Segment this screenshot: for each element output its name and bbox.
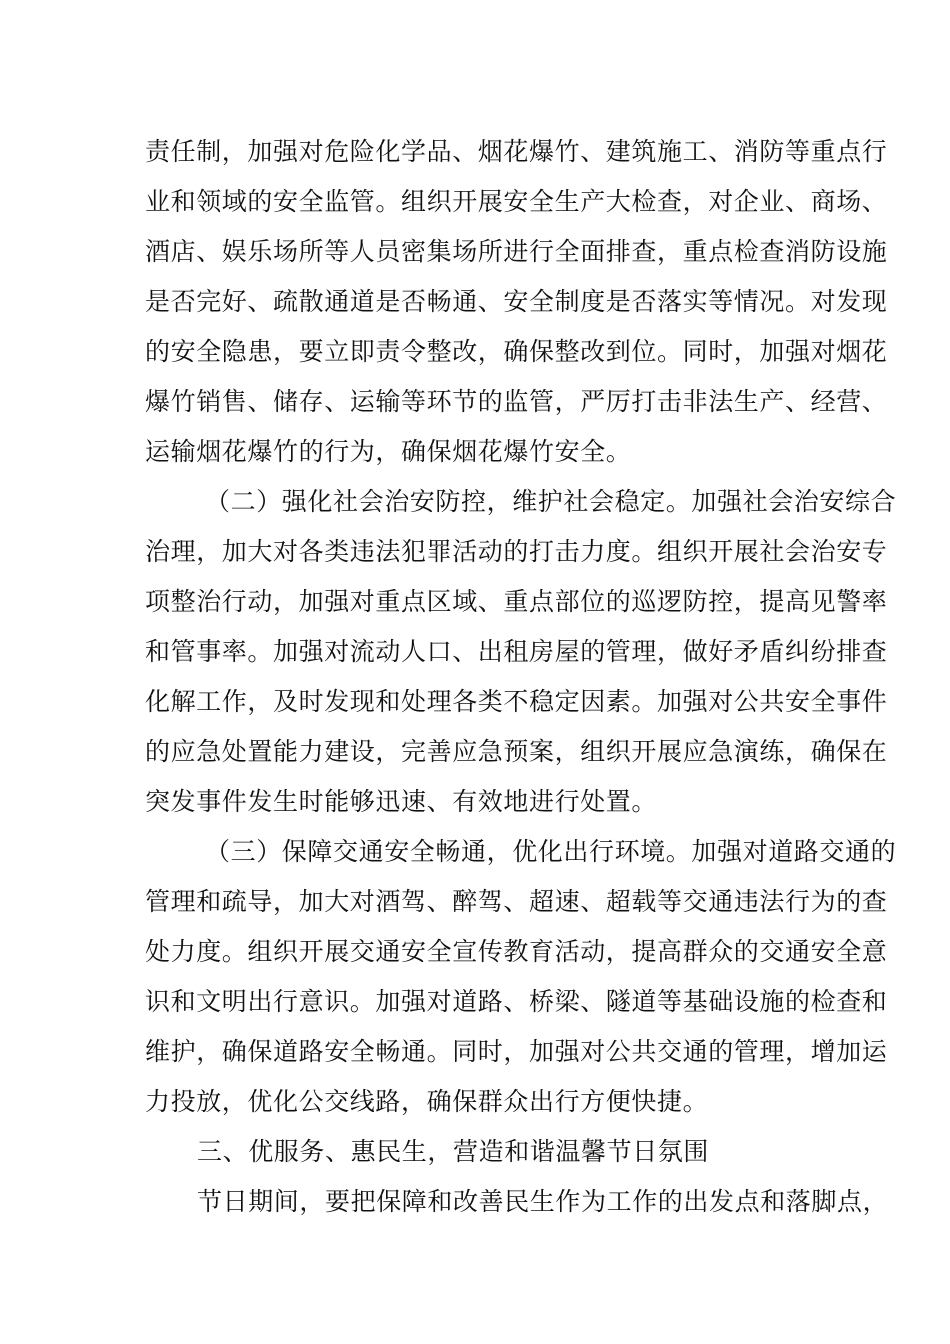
text-line: 是否完好、疏散通道是否畅通、安全制度是否落实等情况。对发现 — [145, 287, 888, 316]
text-line: 责任制，加强对危险化学品、烟花爆竹、建筑施工、消防等重点行 — [145, 137, 888, 166]
text-line: 的安全隐患，要立即责令整改，确保整改到位。同时，加强对烟花 — [145, 337, 888, 366]
text-line: 和管事率。加强对流动人口、出租房屋的管理，做好矛盾纠纷排查 — [145, 637, 888, 666]
text-line: 突发事件发生时能够迅速、有效地进行处置。 — [145, 787, 658, 816]
text-line: 项整治行动，加强对重点区域、重点部位的巡逻防控，提高见警率 — [145, 587, 888, 616]
text-line: 治理，加大对各类违法犯罪活动的打击力度。组织开展社会治安专 — [145, 537, 888, 566]
text-line: 处力度。组织开展交通安全宣传教育活动，提高群众的交通安全意 — [145, 937, 888, 966]
section-heading: 三、优服务、惠民生，营造和谐温馨节日氛围 — [197, 1137, 710, 1166]
text-line: 的应急处置能力建设，完善应急预案，组织开展应急演练，确保在 — [145, 737, 888, 766]
text-line: 识和文明出行意识。加强对道路、桥梁、隧道等基础设施的检查和 — [145, 987, 888, 1016]
paragraph-start-line: 节日期间，要把保障和改善民生作为工作的出发点和落脚点， — [197, 1187, 889, 1216]
text-line: 运输烟花爆竹的行为，确保烟花爆竹安全。 — [145, 437, 632, 466]
text-line: 爆竹销售、储存、运输等环节的监管，严厉打击非法生产、经营、 — [145, 387, 888, 416]
text-line: 管理和疏导，加大对酒驾、醉驾、超速、超载等交通违法行为的查 — [145, 887, 888, 916]
text-line: 维护，确保道路安全畅通。同时，加强对公共交通的管理，增加运 — [145, 1037, 888, 1066]
text-line: 业和领域的安全监管。组织开展安全生产大检查，对企业、商场、 — [145, 187, 888, 216]
text-line: 力投放，优化公交线路，确保群众出行方便快捷。 — [145, 1087, 709, 1116]
text-line: 酒店、娱乐场所等人员密集场所进行全面排查，重点检查消防设施 — [145, 237, 888, 266]
paragraph-start-line: （二）强化社会治安防控，维护社会稳定。加强社会治安综合 — [205, 487, 897, 516]
paragraph-start-line: （三）保障交通安全畅通，优化出行环境。加强对道路交通的 — [205, 837, 897, 866]
text-line: 化解工作，及时发现和处理各类不稳定因素。加强对公共安全事件 — [145, 687, 888, 716]
